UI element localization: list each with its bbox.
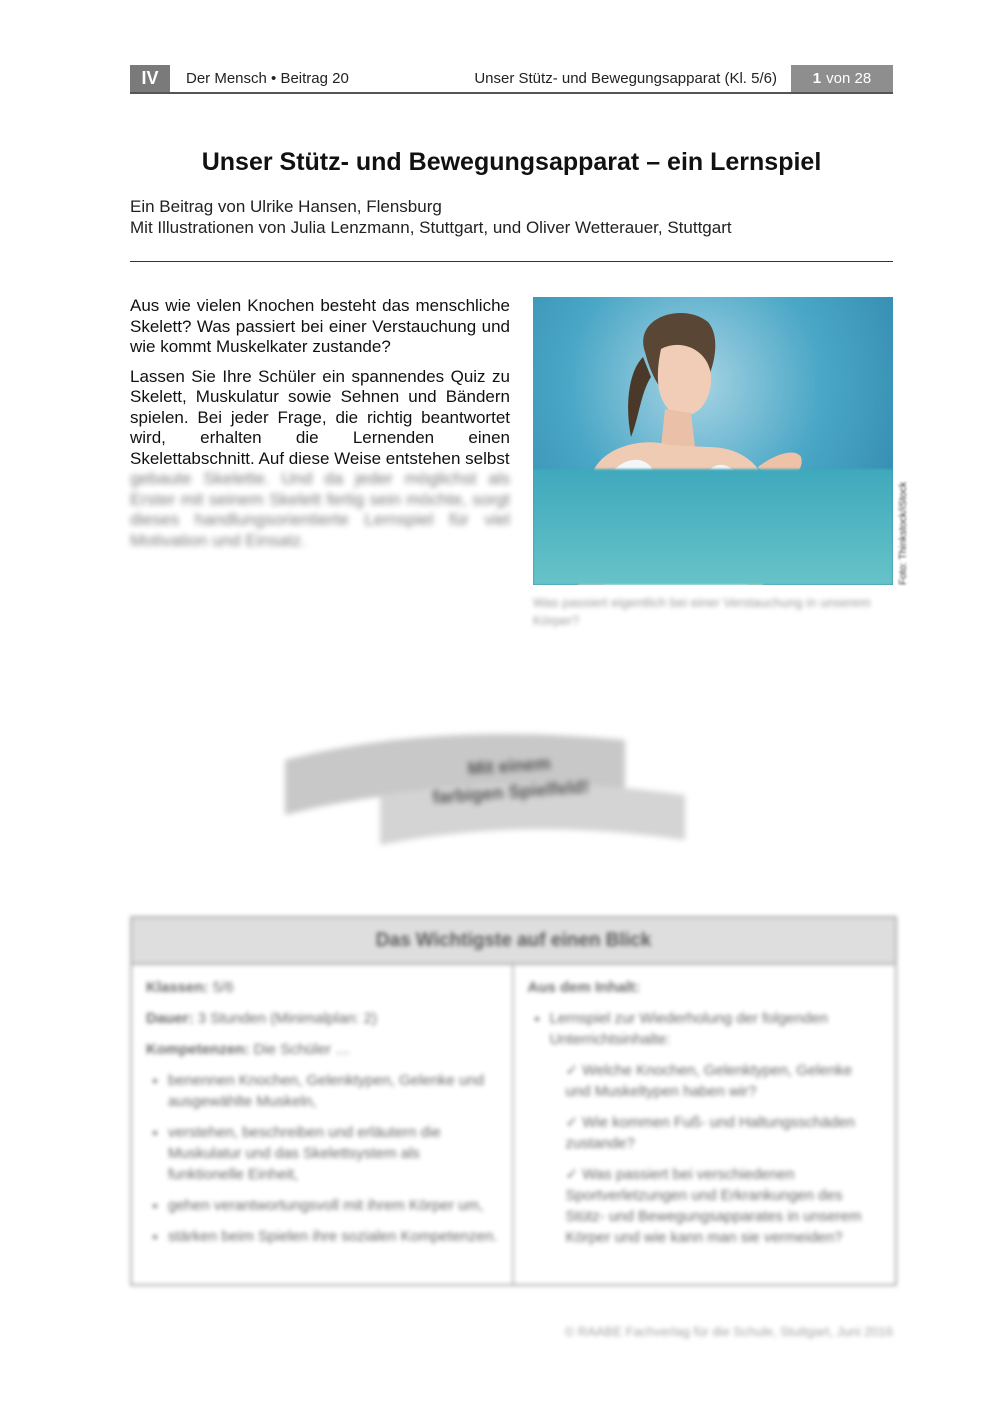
list-item: • verstehen, beschreiben und erläutern die Muskulatur und das Skelettsystem als funktionelle Einheit, [168,1122,498,1185]
photo-lower-blur [533,469,893,585]
overview-right-column [514,965,896,1284]
kompetenzen-value: Die Schüler … [253,1041,351,1058]
content-intro: Lernspiel zur Wiederholung der folgenden Unterrichtsinhalte: [549,1010,829,1048]
subitem-text: Wie kommen Fuß- und Haltungsschäden zustande? [565,1114,855,1152]
series-label: Der Mensch • Beitrag 20 [186,70,349,87]
page-title: Unser Stütz- und Bewegungsapparat – ein Lernspiel [201,148,822,176]
list-item [566,1164,882,1248]
overview-box [130,916,897,1286]
check-icon: ✓ [565,1062,583,1079]
copyright-footer: © RAABE Fachverlag für die Schule, Stuttgart, Juni 2016 [564,1324,893,1339]
photo-credit: Foto: Thinkstock/iStock [898,481,909,585]
promo-banner [280,725,700,855]
klassen-label: Klassen: [146,979,209,996]
page-indicator [791,65,893,92]
klassen-line [146,977,498,998]
intro-paragraph-1: Aus wie vielen Knochen besteht das menschliche Skelett? Was passiert bei einer Verstauchung und wie kommt Muskelkater zustande? [130,296,510,356]
list-item [566,1060,882,1102]
banner-line-1: Mit einem [466,753,552,779]
list-item [550,1008,882,1248]
list-item [566,1112,882,1154]
intro-paragraph-2-continued: gebaute Skelette. Und da jeder möglichst als Erster mit seinem Skelett fertig sein möchte, sorgt dieses handlungsorientierte Lernspiel für viel Motivation und Einsatz. [130,469,510,550]
author-line: Ein Beitrag von Ulrike Hansen, Flensburg [130,197,442,216]
list-item: • stärken beim Spielen ihre sozialen Kompetenzen. [168,1226,498,1247]
list-item: • gehen verantwortungsvoll mit ihrem Körper um, [168,1195,498,1216]
check-icon: ✓ [565,1166,583,1183]
kompetenzen-label: Kompetenzen: [146,1041,250,1058]
illustrators-line: Mit Illustrationen von Julia Lenzmann, Stuttgart, und Oliver Wetterauer, Stuttgart [130,218,732,237]
section-number: IV [130,65,170,92]
topic-label: Unser Stütz- und Bewegungsapparat (Kl. 5/6) [474,70,777,87]
content-subitems [550,1060,882,1248]
photo-wrist-injury [533,297,893,585]
kompetenzen-line [146,1039,498,1060]
page-current: 1 [812,70,822,87]
dauer-value: 3 Stunden (Minimalplan: 2) [197,1010,377,1027]
content-list [528,1008,882,1248]
content-heading [528,977,882,998]
page-header [130,65,893,94]
divider [130,261,893,262]
banner-line-2: farbigen Spielfeld! [431,776,590,808]
dauer-line [146,1008,498,1029]
subitem-text: Was passiert bei verschiedenen Sportverletzungen und Erkrankungen des Stütz- und Bewegungsapparates in unserem Körper und wie kann man sie vermeiden? [565,1166,862,1246]
overview-box-heading: Das Wichtigste auf einen Blick [132,918,895,965]
intro-paragraph-2: Lassen Sie Ihre Schüler ein spannendes Quiz zu Skelett, Muskulatur sowie Sehnen und Bändern spielen. Bei jeder Frage, die richtig beantwortet wird, erhalten die Lernenden einen Skelettabschnitt. Auf diese Weise entstehen selbst [130,366,510,468]
intro-text [130,296,510,560]
competence-list [146,1070,498,1247]
page-total: von 28 [826,70,872,87]
list-item: • benennen Knochen, Gelenktypen, Gelenke und ausgewählte Muskeln, [168,1070,498,1112]
subitem-text: Welche Knochen, Gelenktypen, Gelenke und Muskeltypen haben wir? [565,1062,853,1100]
check-icon: ✓ [565,1114,583,1131]
klassen-value: 5/6 [212,979,234,996]
content-heading-text: Aus dem Inhalt: [527,979,641,996]
overview-left-column [132,965,514,1284]
dauer-label: Dauer: [146,1010,194,1027]
photo-caption: Was passiert eigentlich bei einer Verstauchung in unserem Körper? [533,595,871,628]
byline [130,196,893,238]
